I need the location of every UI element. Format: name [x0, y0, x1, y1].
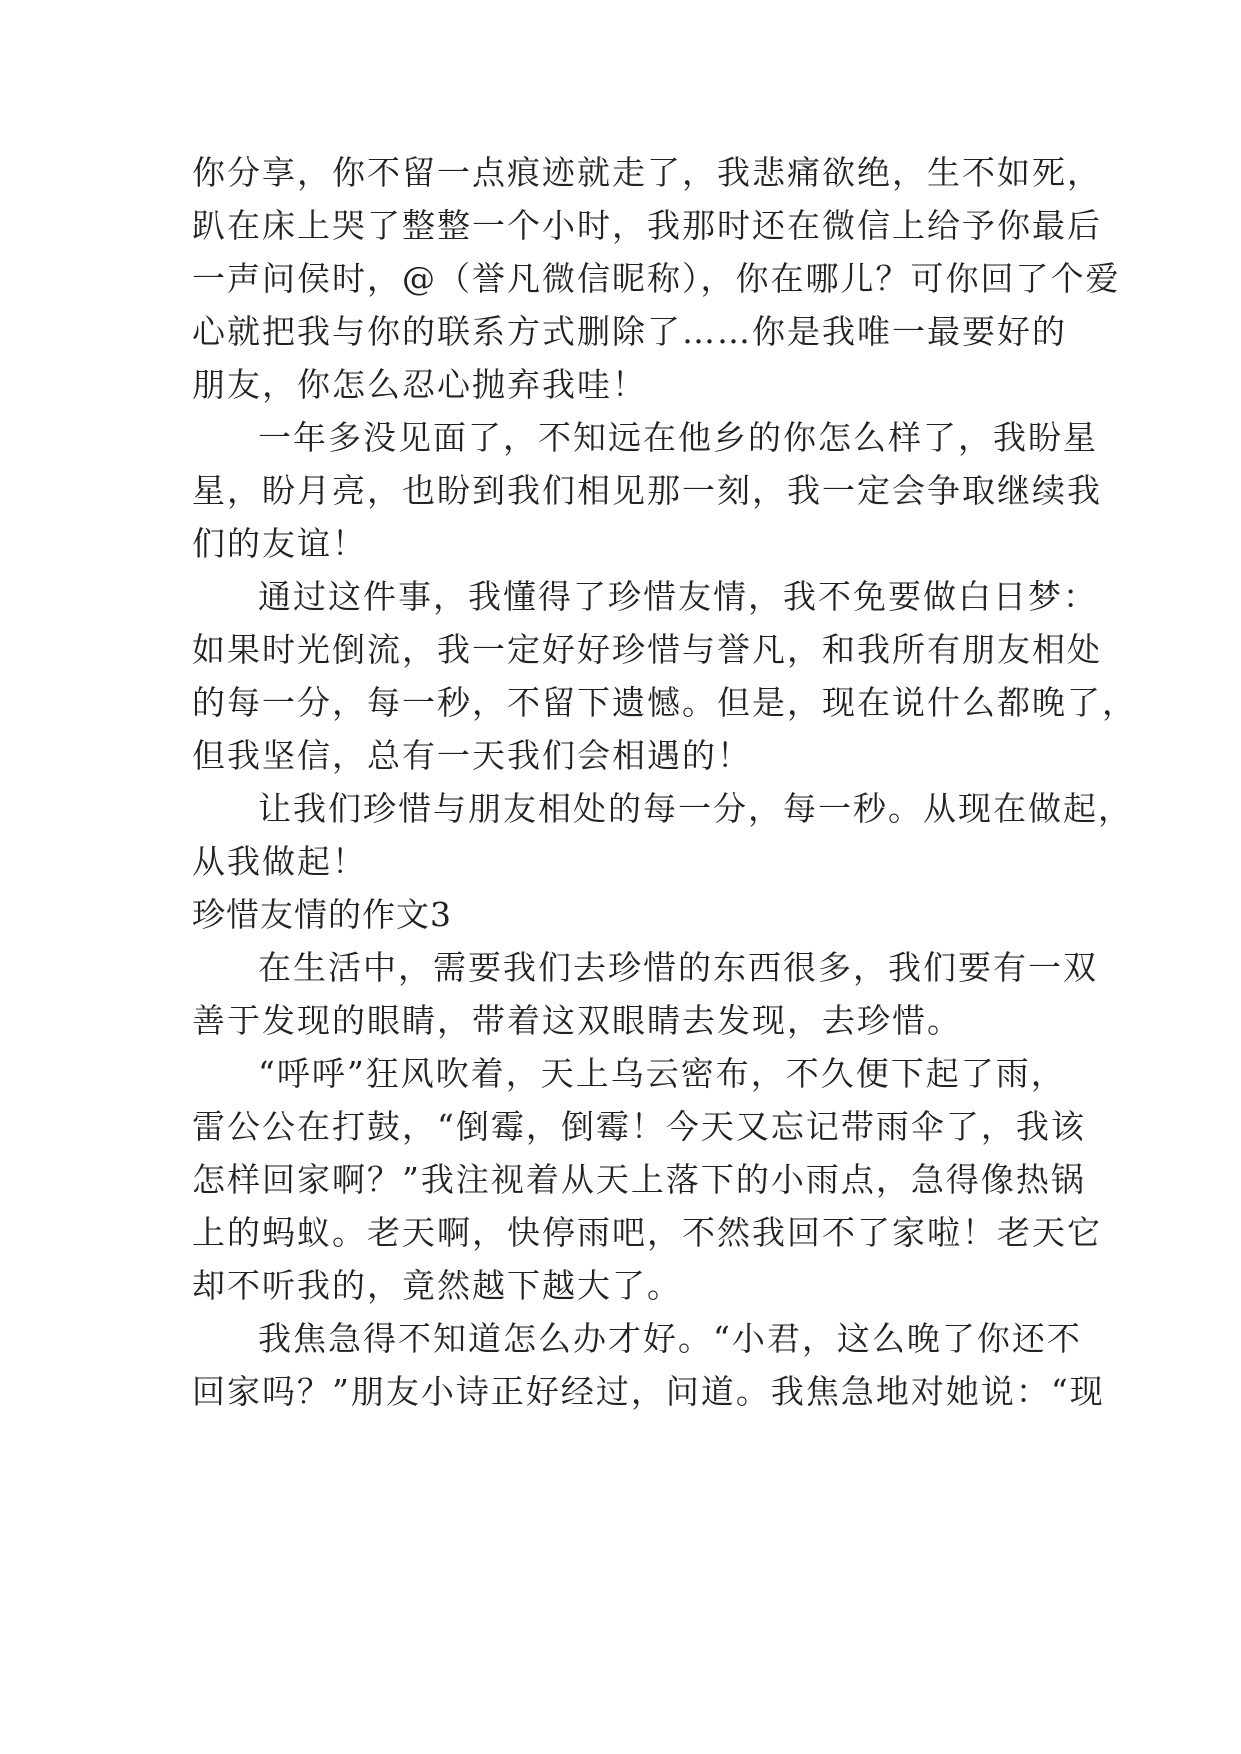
text-line: 却不听我的，竟然越下越大了。 — [192, 1266, 682, 1305]
text-line: 从我做起！ — [192, 842, 367, 881]
paragraph-first-line: “呼呼”狂风吹着，天上乌云密布，不久便下起了雨， — [258, 1054, 1066, 1093]
text-line: 雷公公在打鼓，“倒霉，倒霉！今天又忘记带雨伞了，我该 — [192, 1107, 1086, 1146]
paragraph-first-line: 一年多没见面了，不知远在他乡的你怎么样了，我盼星 — [258, 418, 1098, 457]
text-line: 朋友，你怎么忍心抛弃我哇！ — [192, 365, 647, 404]
text-line: 的每一分，每一秒，不留下遗憾。但是，现在说什么都晚了， — [192, 683, 1137, 722]
text-line: 一声问侯时，@（誉凡微信昵称），你在哪儿？可你回了个爱 — [192, 259, 1121, 298]
paragraph-first-line: 我焦急得不知道怎么办才好。“小君，这么晚了你还不 — [258, 1319, 1082, 1358]
paragraph-first-line: 在生活中，需要我们去珍惜的东西很多，我们要有一双 — [258, 948, 1098, 987]
text-line: 星，盼月亮，也盼到我们相见那一刻，我一定会争取继续我 — [192, 471, 1102, 510]
paragraph-first-line: 让我们珍惜与朋友相处的每一分，每一秒。从现在做起， — [258, 789, 1133, 828]
text-line: 但我坚信，总有一天我们会相遇的！ — [192, 736, 752, 775]
text-line: 善于发现的眼睛，带着这双眼睛去发现，去珍惜。 — [192, 1001, 962, 1040]
text-line: 们的友谊！ — [192, 524, 367, 563]
text-line: 心就把我与你的联系方式删除了……你是我唯一最要好的 — [192, 312, 1067, 351]
text-line: 上的蚂蚁。老天啊，快停雨吧，不然我回不了家啦！老天它 — [192, 1213, 1102, 1252]
text-line: 怎样回家啊？”我注视着从天上落下的小雨点，急得像热锅 — [192, 1160, 1086, 1199]
text-line: 趴在床上哭了整整一个小时，我那时还在微信上给予你最后 — [192, 206, 1102, 245]
text-line: 你分享，你不留一点痕迹就走了，我悲痛欲绝，生不如死， — [192, 153, 1102, 192]
paragraph-first-line: 通过这件事，我懂得了珍惜友情，我不免要做白日梦： — [258, 577, 1098, 616]
section-heading: 珍惜友情的作文3 — [192, 895, 452, 934]
text-line: 如果时光倒流，我一定好好珍惜与誉凡，和我所有朋友相处 — [192, 630, 1102, 669]
text-line: 回家吗？”朋友小诗正好经过，问道。我焦急地对她说：“现 — [192, 1372, 1105, 1411]
